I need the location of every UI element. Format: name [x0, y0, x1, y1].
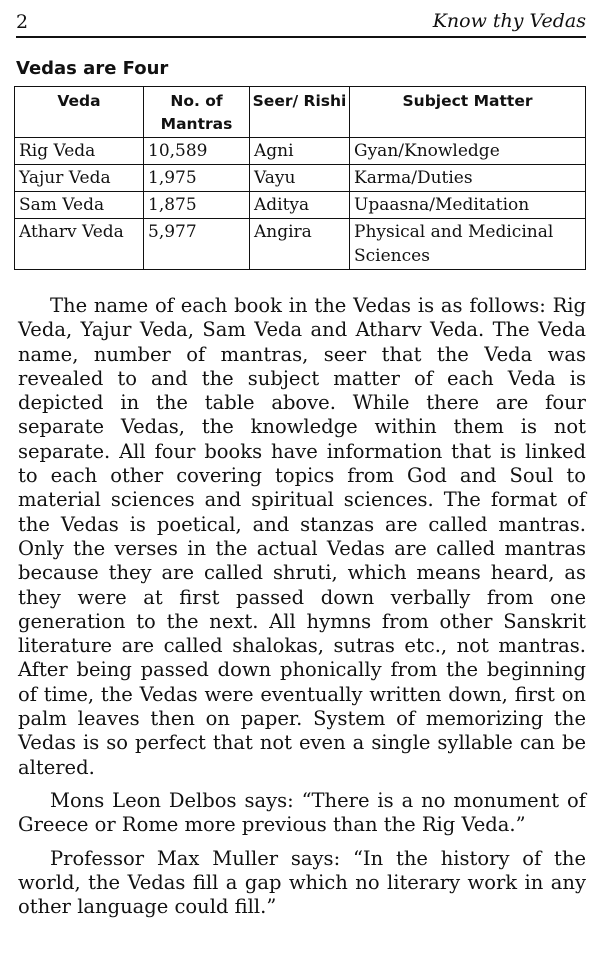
vedas-table	[14, 86, 586, 270]
cell-seer: Agni	[250, 138, 350, 165]
cell-seer: Angira	[250, 219, 350, 270]
cell-seer: Vayu	[250, 165, 350, 192]
body-text	[18, 294, 586, 919]
paragraph-vedas-overview: The name of each book in the Vedas is as follows: Rig Veda, Yajur Veda, Sam Veda and Atharv Veda. The Veda name, number of mantras, seer that the Veda was revealed to and the subject matter of each Veda is depicted in the table above. While there are four separate Vedas, the knowledge within them is not separate. All four books have information that is linked to each other covering topics from God and Soul to material sciences and spiritual sciences. The format of the Vedas is poetical, and stanzas are called mantras. Only the verses in the actual Vedas are called mantras because they are called shruti, which means heard, as they were at first passed down verbally from one generation to the next. All hymns from other Sanskrit literature are called shalokas, sutras etc., not mantras. After being passed down phonically from the beginning of time, the Vedas were eventually written down, first on palm leaves then on paper. System of memorizing the Vedas is so perfect that not even a single syllable can be altered.	[18, 294, 586, 779]
table-header-row	[15, 87, 586, 138]
section-title: Vedas are Four	[16, 58, 169, 79]
cell-mantras: 5,977	[144, 219, 250, 270]
quote-max-muller: Professor Max Muller says: “In the history of the world, the Vedas fill a gap which no literary work in any other language could fill.”	[18, 846, 586, 919]
table-row	[15, 138, 586, 165]
cell-mantras: 1,875	[144, 192, 250, 219]
cell-veda: Atharv Veda	[15, 219, 144, 270]
quote-leon-delbos: Mons Leon Delbos says: “There is a no monument of Greece or Rome more previous than the Rig Veda.”	[18, 788, 586, 837]
cell-subject: Physical and Medicinal Sciences	[350, 219, 586, 270]
page-number: 2	[16, 11, 29, 33]
table-row	[15, 219, 586, 270]
cell-mantras: 1,975	[144, 165, 250, 192]
running-title: Know thy Vedas	[432, 10, 586, 32]
table-row	[15, 165, 586, 192]
cell-mantras: 10,589	[144, 138, 250, 165]
running-header	[16, 8, 586, 38]
column-header-mantras: No. of Mantras	[144, 87, 250, 138]
table-row	[15, 192, 586, 219]
cell-subject: Karma/Duties	[350, 165, 586, 192]
cell-seer: Aditya	[250, 192, 350, 219]
column-header-seer: Seer/ Rishi	[250, 87, 350, 138]
cell-veda: Rig Veda	[15, 138, 144, 165]
cell-subject: Upaasna/Meditation	[350, 192, 586, 219]
cell-subject: Gyan/Knowledge	[350, 138, 586, 165]
cell-veda: Sam Veda	[15, 192, 144, 219]
column-header-veda: Veda	[15, 87, 144, 138]
column-header-subject: Subject Matter	[350, 87, 586, 138]
cell-veda: Yajur Veda	[15, 165, 144, 192]
